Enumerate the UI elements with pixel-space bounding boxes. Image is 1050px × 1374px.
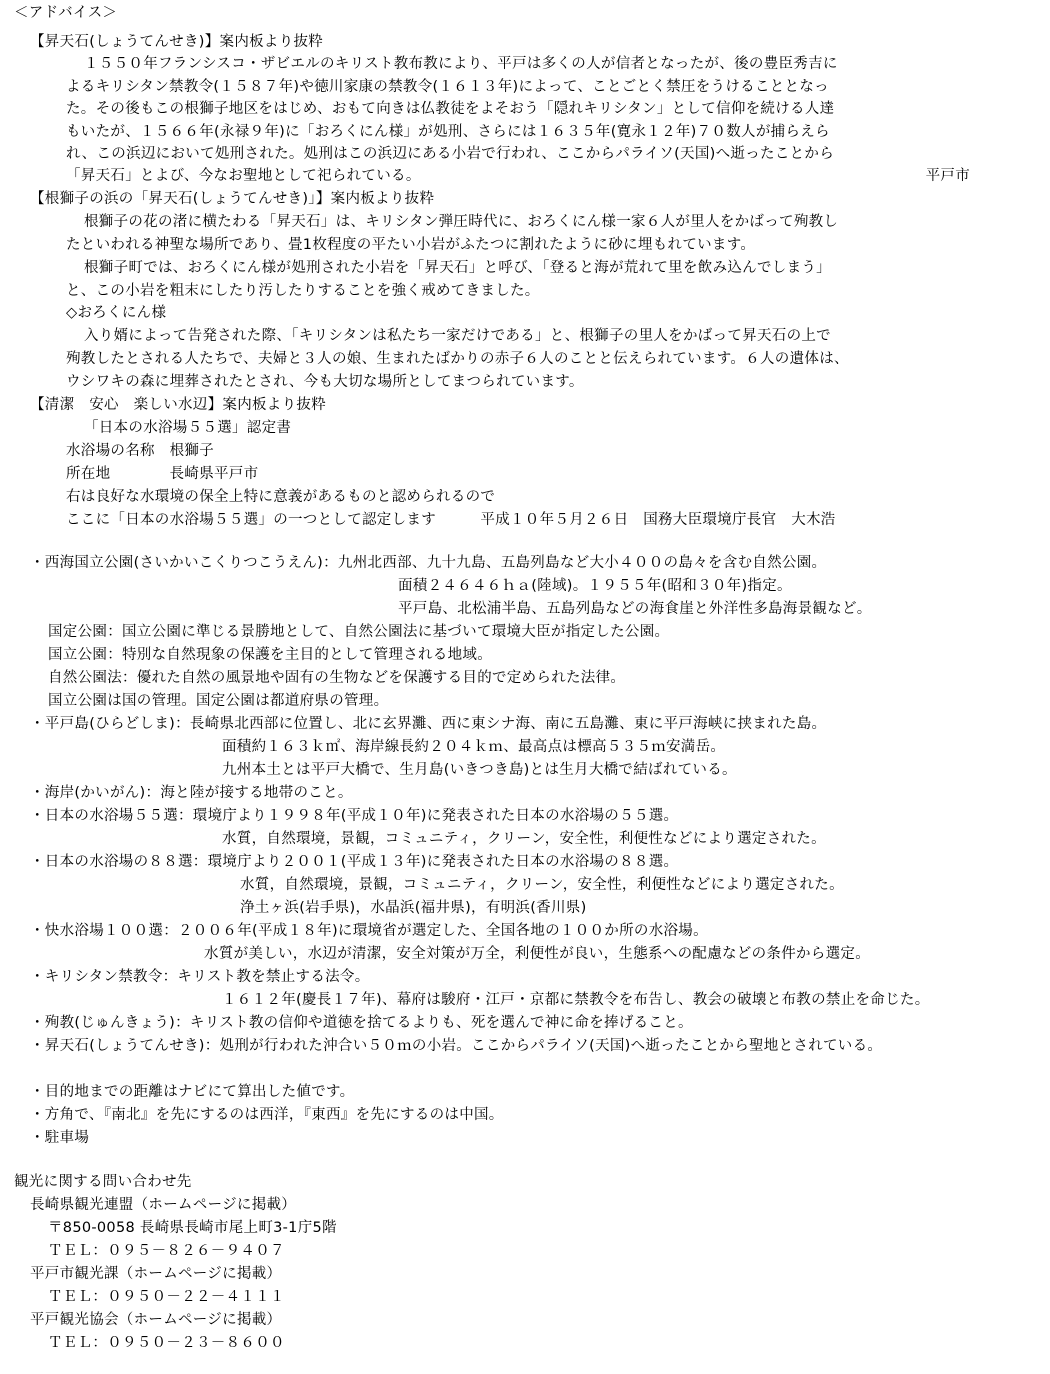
glossary-line: 自然公園法：優れた自然の風景地や固有の生物などを保護する目的で定められた法律。 [48, 670, 626, 686]
beach-board-line: ここに「日本の水浴場５５選」の一つとして認定します 平成１０年５月２６日 国務大臣環境庁長官 大木浩 [66, 512, 836, 528]
beach-board-line: 水浴場の名称 根獅子 [66, 443, 214, 459]
glossary-line: ・快水浴場１００選：２００６年(平成１８年)に環境省が選定した、全国各地の１００か所の水浴場。 [30, 923, 708, 939]
glossary-line: ・キリシタン禁教令：キリスト教を禁止する法令。 [30, 969, 370, 985]
beach-board-title: 【清潔 安心 楽しい水辺】案内板より抜粋 [30, 397, 326, 413]
glossary-line: １６１２年(慶長１７年)、幕府は駿府・江戸・京都に禁教令を布告し、教会の破壊と布教の禁止を命じた。 [222, 992, 930, 1008]
glossary-line: 水質が美しい，水辺が清潔，安全対策が万全，利便性が良い，生態系への配慮などの条件から選定。 [204, 946, 870, 962]
shotenseki-board-line: れ、この浜辺において処刑された。処刑はこの浜辺にある小岩で行われ、ここからパライソ(天国)へ逝ったことから [66, 146, 835, 162]
beach-board-line: 所在地 長崎県平戸市 [66, 466, 259, 482]
shishiko-board-title: 【根獅子の浜の「昇天石(しょうてんせき)」】案内板より抜粋 [30, 191, 435, 207]
shotenseki-board-line: もいたが、１５６６年(永禄９年)に「おろくにん様」が処刑、さらには１６３５年(寛永１２年)７０数人が捕らえら [66, 124, 830, 140]
shotenseki-board-signature: 平戸市 [925, 168, 970, 184]
glossary-line: 浄土ヶ浜(岩手県)，水晶浜(福井県)，有明浜(香川県) [240, 900, 587, 916]
shotenseki-board-line: よるキリシタン禁教令(１５８７年)や徳川家康の禁教令(１６１３年)によって、ことごとく禁圧をうけることとなっ [66, 79, 829, 95]
note-line: ・駐車場 [30, 1130, 90, 1146]
contact-phone: ＴＥＬ：０９５０－２２－４１１１ [48, 1289, 285, 1305]
glossary-line: 国定公園：国立公園に準じる景勝地として、自然公園法に基づいて環境大臣が指定した公園。 [48, 624, 670, 640]
glossary-line: ・殉教(じゅんきょう)：キリスト教の信仰や道徳を捨てるよりも、死を選んで神に命を捧げること。 [30, 1015, 693, 1031]
shishiko-board-line: ウシワキの森に埋葬されたとされ、今も大切な場所としてまつられています。 [66, 374, 584, 390]
shishiko-board-line: 殉教したとされる人たちで、夫婦と３人の娘、生まれたばかりの赤子６人のことと伝えられています。６人の遺体は、 [66, 351, 849, 367]
beach-board-line: 右は良好な水環境の保全上特に意義があるものと認められるので [66, 489, 496, 505]
note-line: ・方角で、『南北』を先にするのは西洋，『東西』を先にするのは中国。 [30, 1107, 504, 1123]
contact-address: 〒850-0058 長崎県長崎市尾上町3-1庁5階 [48, 1220, 337, 1236]
contacts-heading: 観光に関する問い合わせ先 [14, 1174, 192, 1190]
contact-org: 平戸観光協会（ホームページに掲載） [30, 1312, 282, 1328]
shotenseki-board-title: 【昇天石(しょうてんせき)】案内板より抜粋 [30, 34, 324, 50]
note-line: ・目的地までの距離はナビにて算出した値です。 [30, 1084, 355, 1100]
contact-phone: ＴＥＬ：０９５０－２３－８６００ [48, 1335, 285, 1351]
glossary-line: 九州本土とは平戸大橋で、生月島(いきつき島)とは生月大橋で結ばれている。 [222, 762, 737, 778]
glossary-line: ・日本の水浴場５５選：環境庁より１９９８年(平成１０年)に発表された日本の水浴場の５５選。 [30, 808, 679, 824]
glossary-line: 平戸島、北松浦半島、五島列島などの海食崖と外洋性多島海景観など。 [398, 601, 872, 617]
shishiko-board-line: 入り婿によって告発された際、「キリシタンは私たち一家だけである」と、根獅子の里人をかばって昇天石の上で [84, 328, 831, 344]
shotenseki-board-line: た。その後もこの根獅子地区をはじめ、おもて向きは仏教徒をよそおう「隠れキリシタン」として信仰を続ける人達 [66, 101, 835, 117]
shotenseki-board-line: 「昇天石」とよび、今なお聖地として祀られている。 [66, 168, 421, 184]
glossary-line: ・西海国立公園(さいかいこくりつこうえん)：九州北西部、九十九島、五島列島など大小４００の島々を含む自然公園。 [30, 555, 827, 571]
beach-board-line: 「日本の水浴場５５選」認定書 [84, 420, 292, 436]
advice-heading: ＜アドバイス＞ [14, 5, 118, 21]
shishiko-board-line: 根獅子町では、おろくにん様が処刑された小岩を「昇天石」と呼び、「登ると海が荒れて里を飲み込んでしまう」 [84, 260, 831, 276]
shishiko-board-line: 根獅子の花の渚に横たわる「昇天石」は、キリシタン弾圧時代に、おろくにん様一家６人が里人をかばって殉教し [84, 214, 839, 230]
shishiko-board-line: たといわれる神聖な場所であり、畳1枚程度の平たい小岩がふたつに割れたように砂に埋もれています。 [66, 237, 756, 253]
shishiko-board-line: と、この小岩を粗末にしたり汚したりすることを強く戒めてきました。 [66, 283, 540, 299]
glossary-line: ・平戸島(ひらどしま)：長崎県北西部に位置し、北に玄界灘、西に東シナ海、南に五島灘、東に平戸海峡に挟まれた島。 [30, 716, 827, 732]
shotenseki-board-line: １５５０年フランシスコ・ザビエルのキリスト教布教により、平戸は多くの人が信者となったが、後の豊臣秀吉に [84, 56, 838, 72]
glossary-line: 国立公園：特別な自然現象の保護を主目的として管理される地域。 [48, 647, 492, 663]
shishiko-board-subheading: ◇おろくにん様 [66, 305, 167, 321]
glossary-line: ・海岸(かいがん)：海と陸が接する地帯のこと。 [30, 785, 353, 801]
glossary-line: ・昇天石(しょうてんせき)：処刑が行われた沖合い５０ｍの小岩。ここからパライソ(天国)へ逝ったことから聖地とされている。 [30, 1038, 883, 1054]
contact-org: 長崎県観光連盟（ホームページに掲載） [30, 1197, 297, 1213]
glossary-line: 水質，自然環境，景観，コミュニティ，クリーン，安全性，利便性などにより選定された。 [222, 831, 826, 847]
glossary-line: 面積２４６４６ｈａ(陸域)。１９５５年(昭和３０年)指定。 [398, 578, 792, 594]
glossary-line: 面積約１６３ｋ㎡、海岸線長約２０４ｋｍ、最高点は標高５３５ｍ安満岳。 [222, 739, 726, 755]
glossary-line: 水質，自然環境，景観，コミュニティ，クリーン，安全性，利便性などにより選定された。 [240, 877, 844, 893]
contact-org: 平戸市観光課（ホームページに掲載） [30, 1266, 282, 1282]
glossary-line: 国立公園は国の管理。国定公園は都道府県の管理。 [48, 693, 389, 709]
contact-phone: ＴＥＬ：０９５－８２６－９４０７ [48, 1243, 285, 1259]
glossary-line: ・日本の水浴場の８８選：環境庁より２００１(平成１３年)に発表された日本の水浴場の８８選。 [30, 854, 679, 870]
